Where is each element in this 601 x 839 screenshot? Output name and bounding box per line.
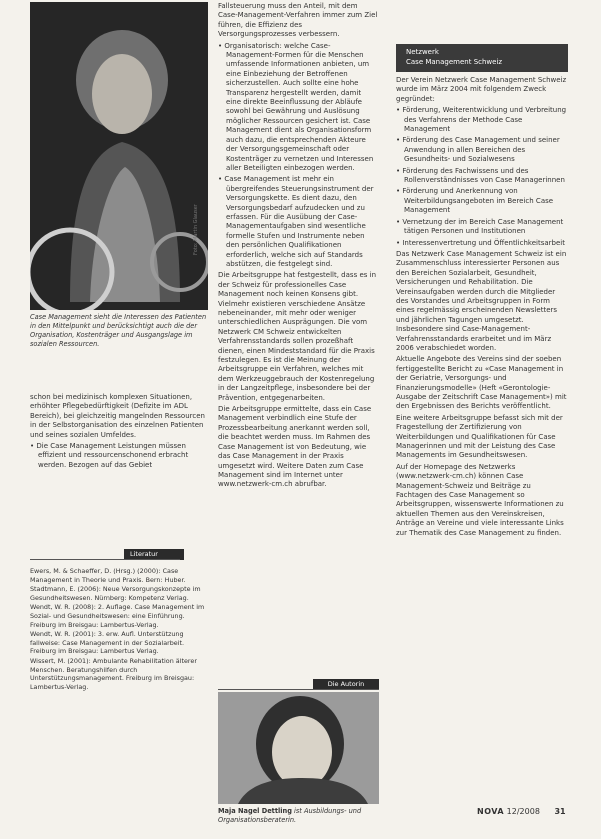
network-heading-line1: Netzwerk [406, 48, 439, 56]
literature-entry: Wendt, W. R. (2001): 3. erw. Aufl. Unterstützung fallweise: Case Management in der Sozialarbeit. Freiburg im Breisgau: Lambertus Verlag. [30, 630, 185, 656]
network-paragraph: Das Netzwerk Case Management Schweiz ist ein Zusammenschluss interessierter Personen aus den Bereichen Sozialarbeit, Gesundheit, Versicherungen und Rehabilitation. Die Vereinsaufgaben werden durch die Mitglieder des Vorstandes und Arbeitsgruppen in Form eines regelmässig erscheinenden Newsletters und jährlichen Tagungen umgesetzt. Insbesondere sind Case-Management-Verfahrensstandards erarbeitet und im März 2006 verabschiedet worden. [396, 249, 567, 352]
network-paragraph: Eine weitere Arbeitsgruppe befasst sich mit der Fragestellung der Zertifizierung von Weiterbildungen und Qualifikationen für Case Managerinnen und mit der Leistung des Case Managements im Gesundheitswesen. [396, 413, 563, 460]
page-footer [477, 807, 566, 816]
network-bullet: • Förderung, Weiterentwicklung und Verbreitung des Verfahrens der Methode Case Management [396, 106, 568, 134]
network-bullet: • Förderung des Case Management und seiner Anwendung in allen Bereichen des Gesundheits- und Sozialwesens [396, 136, 568, 164]
author-portrait [218, 692, 379, 804]
issue-number: 12/2008 [506, 807, 540, 816]
column-1-bullet: • Die Case Management Leistungen müssen effizient und ressourcenschonend erbracht werden. Bezogen auf das Gebiet [30, 442, 206, 470]
column-1-paragraph: schon bei medizinisch komplexen Situationen, erhöhter Pflegebedürftigkeit (Defizite im ADL Bereich), bei gleichzeitig mangelnden Ressourcen in der Selbstorganisation des einzelnen Patienten und seines sozialen Umfeldes. [30, 393, 205, 439]
literature-list [30, 567, 206, 692]
page-number: 31 [554, 807, 566, 816]
network-intro: Der Verein Netzwerk Case Management Schweiz wurde im März 2004 mit folgendem Zweck gegründet: [396, 76, 567, 103]
column-2-bullet: • Case Management ist mehr ein übergreifendes Steuerungsinstrument der Versorgungskette. Es dient dazu, den Versorgungsbedarf aufzudecken und zu erfassen. Für die Ausübung der Case-Managementaufgaben sind wesentliche formelle Stufen und Instrumente neben den persönlichen Qualifikationen erforderlich, welche sich auf Standards abstützen, die festgelegt sind. [218, 175, 378, 269]
column-1 [30, 393, 206, 472]
photo-caption: Case Management sieht die Interessen des Patienten in den Mittelpunkt und berücksichtigt auch die der Organisation, Kostenträger und Ausgangslage im sozialen Ressourcen. [30, 313, 207, 348]
literature-entry: Stadtmann, E. (2006): Neue Versorgungskonzepte im Gesundheitswesen. Nürnberg: Kompetenz Verlag. [30, 585, 201, 602]
network-heading-line2: Case Management Schweiz [406, 58, 503, 66]
network-bullet: • Förderung und Anerkennung von Weiterbildungsangeboten im Bereich Case Management [396, 187, 568, 215]
network-paragraph: Auf der Homepage des Netzwerks (www.netzwerk-cm.ch) können Case Management-Schweiz und Beiträge zu Fachtagen des Case Management so Arbeitsgruppen, wissenswerte Informationen zu aktuellen Themen aus den Vereinskreisen, Anträge an Vereine und viele interessante Links zur Thematik des Case Management zu finden. [396, 462, 564, 537]
column-2-bullet: • Organisatorisch: welche Case-Management-Formen für die Menschen umfassende Informationen anbieten, um eine Einbeziehung der Betroffenen sicherzustellen. Auch sollte eine hohe Transparenz hergestellt werden, damit eine direkte Beeinflussung der Abläufe sowohl bei Gewährung und Auslösung möglicher Ressourcen gesichert ist. Case Management dient als Organisationsform auch dazu, die entsprechenden Akteure der Versorgungsgemeinschaft oder Kostenträger zu vernetzen und Interessen aller Beteiligten einbezogen werden. [218, 42, 378, 174]
elderly-woman-photo [30, 2, 208, 310]
column-2-paragraph: Die Arbeitsgruppe ermittelte, dass ein Case Management verbindlich eine Stufe der Prozessbearbeitung anerkannt werden soll, die beachtet werden muss. Im Rahmen des Case Management ist von Bedeutung, wie das Case Management in der Praxis umgesetzt wird. Weitere Daten zum Case Management sind im Internet unter www.netzwerk-cm.ch abrufbar. [218, 405, 372, 489]
portrait-illustration [218, 692, 379, 804]
photo-illustration [30, 2, 208, 310]
network-paragraph: Aktuelle Angebote des Vereins sind der soeben fertiggestellte Bericht zu «Case Management in der Geriatrie, Versorgungs- und Finanzierungsmodelle» (Heft «Gerontologie-Ausgabe der Zeitschrift Case Management») mit den Ergebnissen des Berichts veröffentlicht. [396, 355, 567, 411]
author-rule [218, 689, 379, 690]
literature-entry: Wendt, W. R. (2008): 2. Auflage. Case Management im Sozial- und Gesundheitswesen: eine Einführung. Freiburg im Breisgau: Lambertus-Verlag. [30, 603, 205, 629]
author-caption [218, 807, 383, 824]
column-2-paragraph: Die Arbeitsgruppe hat festgestellt, dass es in der Schweiz für professionelles Case Management noch keinen Konsens gibt. Vielmehr existieren verschiedene Ansätze nebeneinander, mit mehr oder weniger unterschiedlichen Ausprägungen. Die vom Netzwerk CM Schweiz entwickelten Verfahrensstandards sollen prozeßhaft dienen, einen Mindeststandard für die Praxis festzulegen. Es ist die Meinung der Arbeitsgruppe ein Verfahren, welches mit dem Werkzeuggebrauch der Kostenregelung in der Langzeitpflege, insbesondere bei der Prävention, entgegenarbeiten. [218, 271, 376, 402]
author-role: ist Ausbildungs- und Organisationsberaterin. [218, 807, 362, 824]
literature-entry: Wissert, M. (2001): Ambulante Rehabilitation älterer Menschen. Beratungshilfen durch Unterstützungsmanagement. Freiburg im Breisgau: Lambertus-Verlag. [30, 656, 197, 691]
author-heading: Die Autorin [313, 679, 379, 690]
magazine-brand: NOVA [477, 807, 505, 816]
column-2 [218, 2, 378, 492]
literature-heading: Literatur [124, 549, 184, 560]
literature-rule [30, 559, 180, 560]
column-3 [396, 76, 568, 540]
network-bullet: • Förderung des Fachwissens und des Rollenverständnisses von Case Managerinnen [396, 167, 568, 186]
author-name: Maja Nagel Dettling [218, 807, 292, 815]
column-2-paragraph: Fallsteuerung muss den Anteil, mit dem Case-Management-Verfahren immer zum Ziel führen, die Effizienz des Versorgungsprozesses verbessern. [218, 2, 378, 39]
network-bullet: • Vernetzung der im Bereich Case Management tätigen Personen und Institutionen [396, 218, 568, 237]
photo-credit: Foto: Martin Glauser [193, 204, 199, 255]
network-bullet: • Interessenvertretung und Öffentlichkeitsarbeit [396, 239, 568, 248]
network-heading [396, 44, 568, 72]
literature-entry: Ewers, M. & Schaeffer, D. (Hrsg.) (2000): Case Management in Theorie und Praxis. Bern: Huber. [30, 567, 186, 584]
